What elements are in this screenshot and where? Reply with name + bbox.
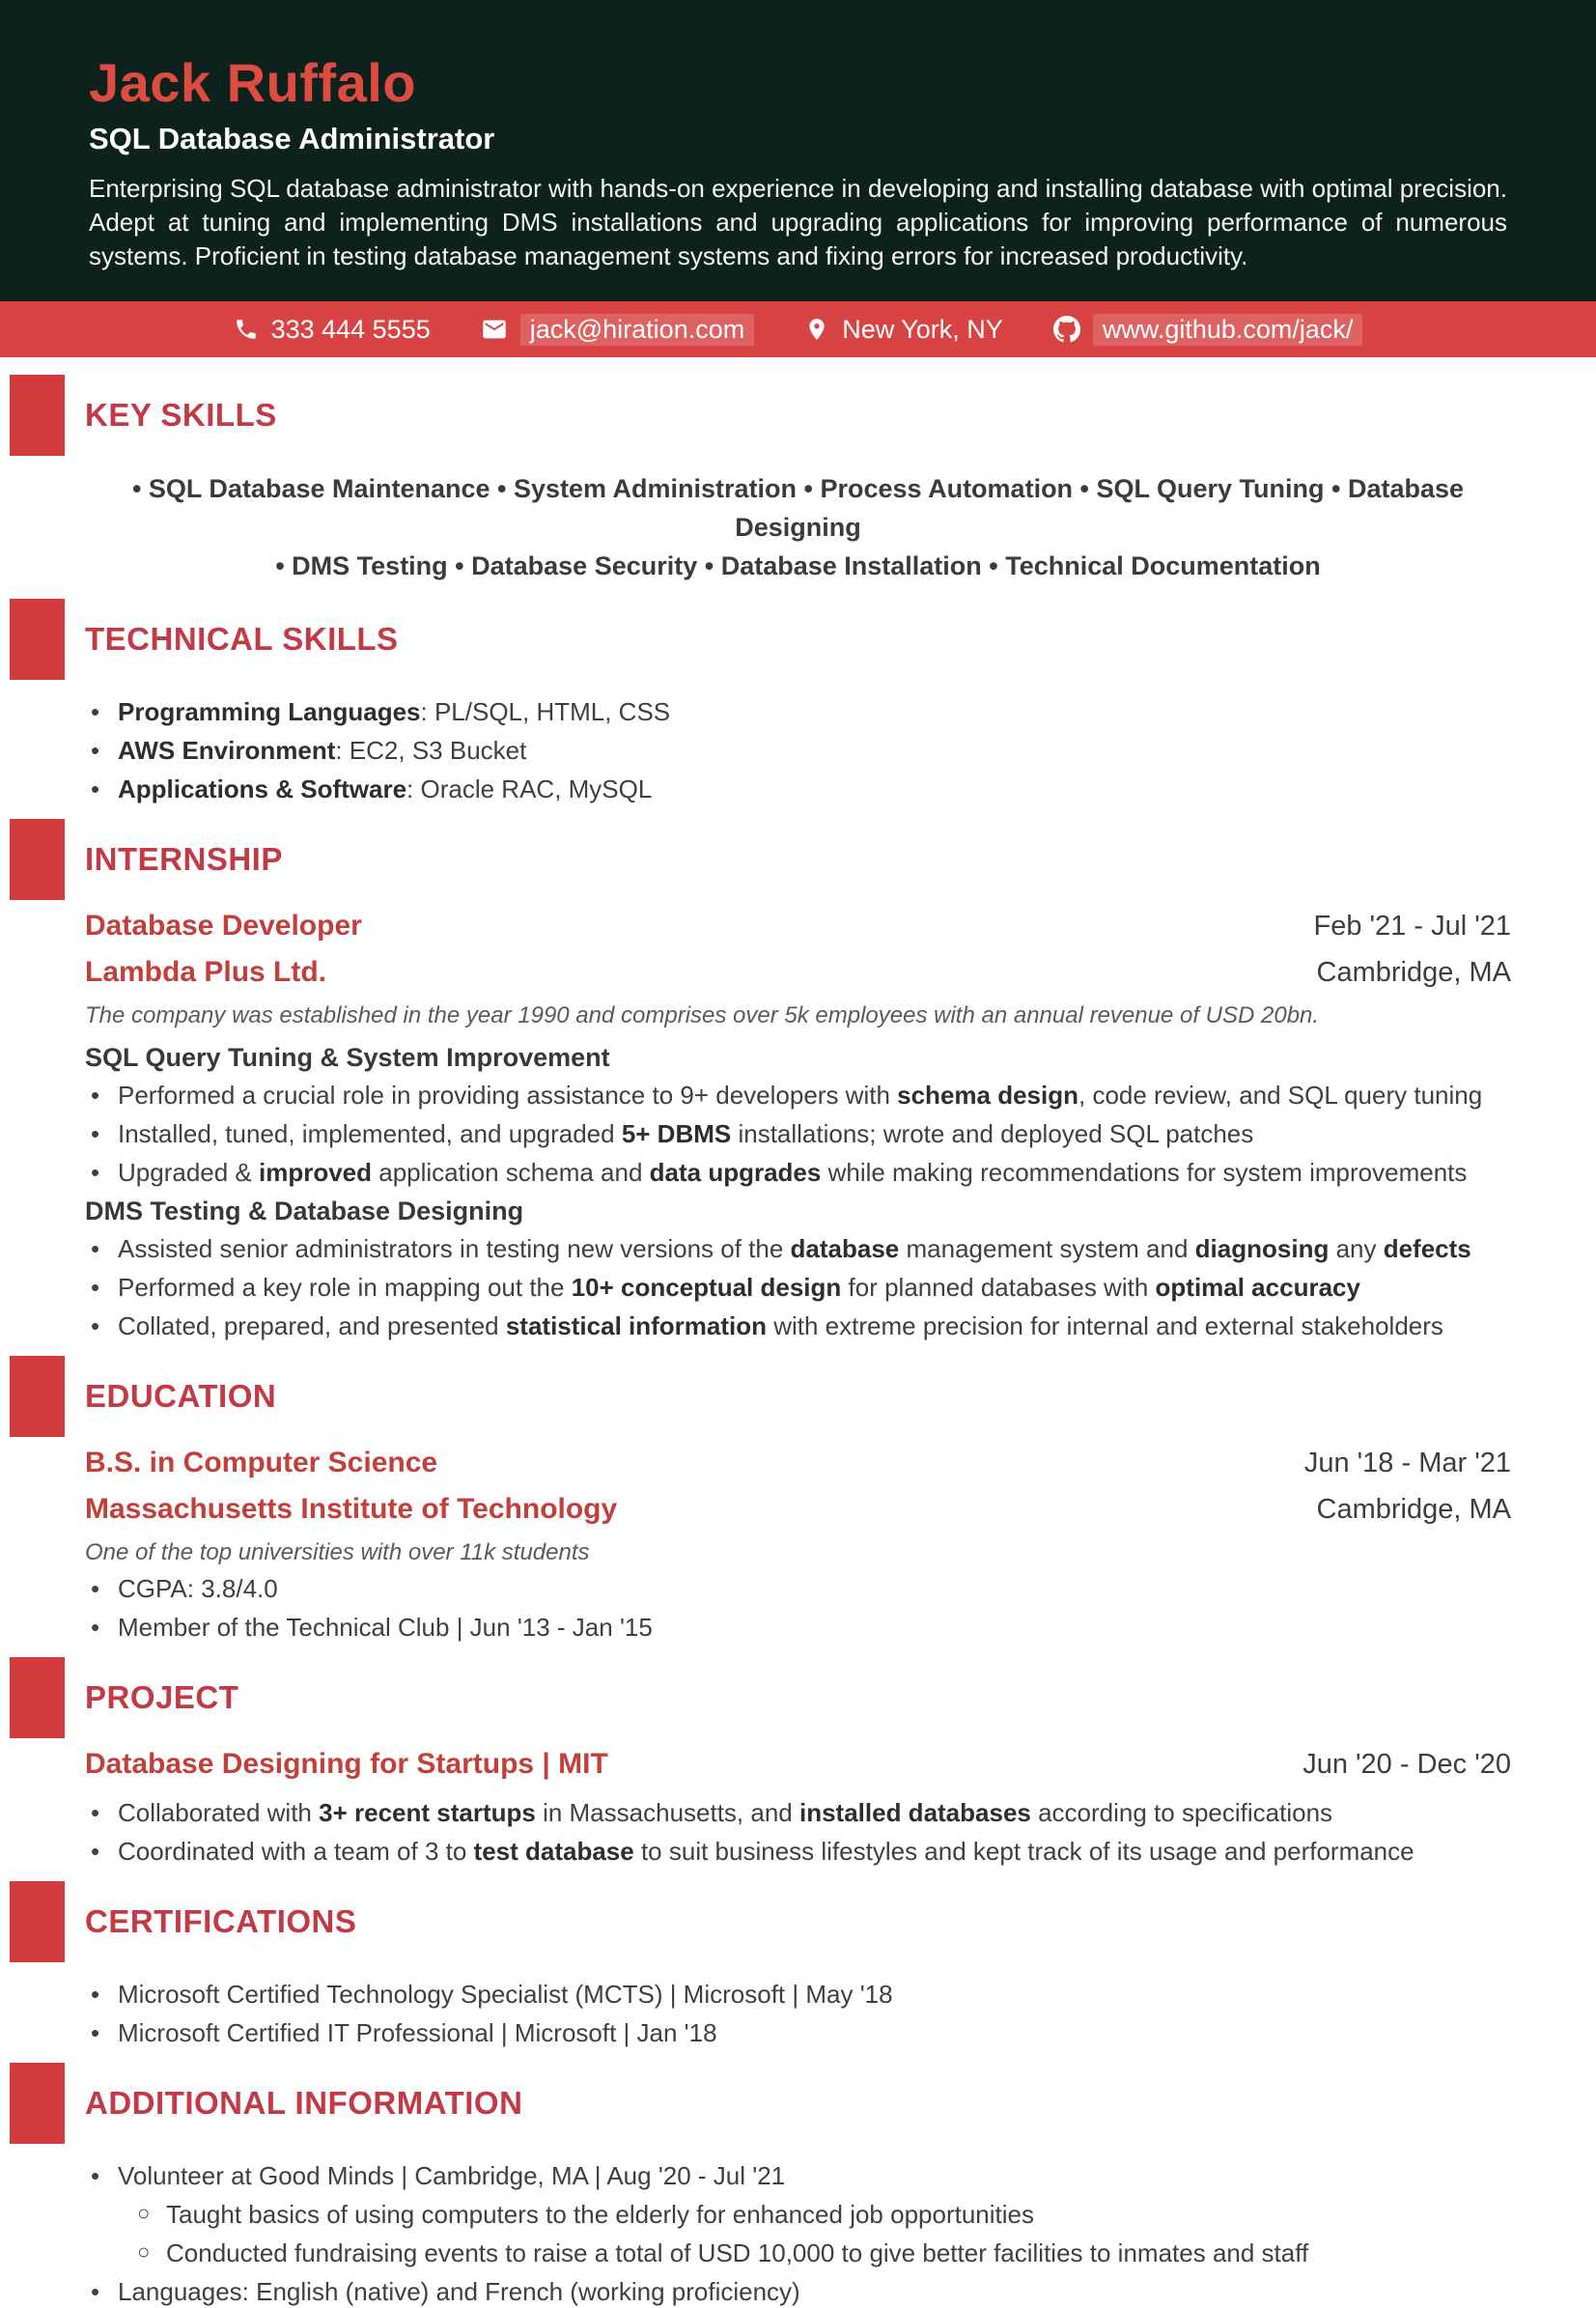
list-item: • AWS Environment: EC2, S3 Bucket bbox=[85, 734, 1511, 767]
internship-group-title: DMS Testing & Database Designing bbox=[85, 1196, 524, 1225]
project-title: Database Designing for Startups | MIT bbox=[85, 1748, 608, 1780]
project-dates: Jun '20 - Dec '20 bbox=[1302, 1749, 1511, 1780]
section-accent-block bbox=[10, 599, 65, 680]
internship-role: Database Developer bbox=[85, 910, 362, 942]
key-skills-line-1: • SQL Database Maintenance • System Administration • Process Automation • SQL Query Tuning • Database Designing bbox=[131, 474, 1465, 542]
phone-icon bbox=[234, 317, 259, 342]
section-heading-additional-information: ADDITIONAL INFORMATION bbox=[85, 2085, 523, 2121]
list-item: • Coordinated with a team of 3 to test database to suit business lifestyles and kept track of its usage and performance bbox=[85, 1835, 1511, 1868]
project-title-row bbox=[85, 1748, 1511, 1781]
profile-summary: Enterprising SQL database administrator with hands-on experience in developing and installing database with optimal precision. Adept at tuning and implementing DMS installations and upgrading applications for improving performance of numerous systems. Proficient in testing database management systems and fixing errors for increased productivity. bbox=[89, 174, 1507, 271]
section-header bbox=[85, 1657, 1511, 1738]
list-item: • Collated, prepared, and presented statistical information with extreme precision for internal and external stakeholders bbox=[85, 1309, 1511, 1342]
list-item: • Upgraded & improved application schema and data upgrades while making recommendations for system improvements bbox=[85, 1156, 1511, 1189]
internship-location: Cambridge, MA bbox=[1316, 957, 1511, 988]
list-item: • Member of the Technical Club | Jun '13 - Jan '15 bbox=[85, 1611, 1511, 1644]
list-item bbox=[85, 2275, 1511, 2308]
list-item: • Performed a crucial role in providing assistance to 9+ developers with schema design, code review, and SQL query tuning bbox=[85, 1079, 1511, 1112]
job-title: SQL Database Administrator bbox=[89, 122, 495, 156]
section-header bbox=[85, 599, 1511, 680]
section-heading-technical-skills: TECHNICAL SKILLS bbox=[85, 621, 399, 657]
section-accent-block bbox=[10, 375, 65, 456]
section-accent-block bbox=[10, 1881, 65, 1962]
internship-group-bullets bbox=[85, 1079, 1511, 1189]
section-header bbox=[85, 819, 1511, 900]
section-education bbox=[85, 1356, 1511, 1644]
education-bullets bbox=[85, 1572, 1511, 1644]
certifications-bullets bbox=[85, 1978, 1511, 2049]
internship-group-title: SQL Query Tuning & System Improvement bbox=[85, 1043, 610, 1072]
section-header bbox=[85, 2063, 1511, 2144]
candidate-name: Jack Ruffalo bbox=[89, 52, 416, 113]
list-item: • Assisted senior administrators in testing new versions of the database management system and diagnosing any defects bbox=[85, 1232, 1511, 1265]
contact-phone bbox=[234, 315, 431, 345]
education-degree-row bbox=[85, 1447, 1511, 1479]
section-key-skills bbox=[85, 375, 1511, 585]
section-accent-block bbox=[10, 819, 65, 900]
github-icon bbox=[1053, 316, 1080, 343]
section-heading-certifications: CERTIFICATIONS bbox=[85, 1903, 357, 1939]
education-degree: B.S. in Computer Science bbox=[85, 1447, 438, 1478]
list-item: • CGPA: 3.8/4.0 bbox=[85, 1572, 1511, 1605]
sub-list-item: ○ Conducted fundraising events to raise a total of USD 10,000 to give better facilities to inmates and staff bbox=[131, 2237, 1511, 2269]
contact-website[interactable] bbox=[1053, 314, 1363, 346]
list-item: • Applications & Software: Oracle RAC, MySQL bbox=[85, 773, 1511, 805]
section-internship bbox=[85, 819, 1511, 1342]
section-accent-block bbox=[10, 1657, 65, 1738]
section-accent-block bbox=[10, 1356, 65, 1437]
additional-item-text: Volunteer at Good Minds | Cambridge, MA | Aug '20 - Jul '21 bbox=[118, 2161, 786, 2190]
internship-role-row bbox=[85, 910, 1511, 943]
education-school-row bbox=[85, 1493, 1511, 1526]
resume-body bbox=[0, 375, 1596, 2308]
internship-dates: Feb '21 - Jul '21 bbox=[1313, 911, 1511, 942]
website-url[interactable]: www.github.com/jack/ bbox=[1093, 314, 1363, 346]
contact-location bbox=[804, 315, 1003, 345]
additional-info-list bbox=[85, 2159, 1511, 2308]
list-item: • Performed a key role in mapping out the 10+ conceptual design for planned databases with optimal accuracy bbox=[85, 1271, 1511, 1304]
internship-group-bullets bbox=[85, 1232, 1511, 1342]
additional-item-text: Languages: English (native) and French (working proficiency) bbox=[118, 2277, 800, 2306]
key-skills-line-2: • DMS Testing • Database Security • Database Installation • Technical Documentation bbox=[275, 551, 1321, 580]
technical-skills-list bbox=[85, 695, 1511, 805]
list-item: • Microsoft Certified Technology Specialist (MCTS) | Microsoft | May '18 bbox=[85, 1978, 1511, 2011]
education-note: One of the top universities with over 11k students bbox=[85, 1539, 590, 1565]
contact-email[interactable] bbox=[481, 314, 755, 346]
section-project bbox=[85, 1657, 1511, 1868]
section-heading-project: PROJECT bbox=[85, 1679, 239, 1715]
section-heading-internship: INTERNSHIP bbox=[85, 841, 283, 877]
email-address[interactable]: jack@hiration.com bbox=[520, 314, 755, 346]
sub-list-item: ○ Taught basics of using computers to the elderly for enhanced job opportunities bbox=[131, 2198, 1511, 2231]
phone-number: 333 444 5555 bbox=[270, 314, 431, 344]
section-heading-education: EDUCATION bbox=[85, 1378, 277, 1414]
additional-sub-list bbox=[118, 2198, 1511, 2269]
internship-company: Lambda Plus Ltd. bbox=[85, 956, 327, 988]
internship-company-row bbox=[85, 956, 1511, 989]
section-certifications bbox=[85, 1881, 1511, 2049]
contact-bar bbox=[0, 301, 1596, 357]
section-header bbox=[85, 375, 1511, 456]
list-item: • Microsoft Certified IT Professional | Microsoft | Jan '18 bbox=[85, 2016, 1511, 2049]
section-accent-block bbox=[10, 2063, 65, 2144]
education-dates: Jun '18 - Mar '21 bbox=[1303, 1448, 1511, 1478]
list-item: • Collaborated with 3+ recent startups in Massachusetts, and installed databases according to specifications bbox=[85, 1796, 1511, 1829]
location-text: New York, NY bbox=[842, 314, 1003, 344]
section-technical-skills bbox=[85, 599, 1511, 805]
education-school: Massachusetts Institute of Technology bbox=[85, 1493, 618, 1525]
envelope-icon bbox=[481, 316, 508, 343]
education-location: Cambridge, MA bbox=[1316, 1494, 1511, 1525]
location-pin-icon bbox=[804, 317, 829, 342]
section-header bbox=[85, 1356, 1511, 1437]
company-note: The company was established in the year 1990 and comprises over 5k employees with an annual revenue of USD 20bn. bbox=[85, 1002, 1320, 1028]
list-item: • Installed, tuned, implemented, and upgraded 5+ DBMS installations; wrote and deployed SQL patches bbox=[85, 1117, 1511, 1150]
section-additional-information bbox=[85, 2063, 1511, 2308]
section-heading-key-skills: KEY SKILLS bbox=[85, 397, 277, 433]
project-bullets bbox=[85, 1796, 1511, 1868]
header bbox=[0, 0, 1596, 301]
list-item: • Programming Languages: PL/SQL, HTML, CSS bbox=[85, 695, 1511, 728]
list-item bbox=[85, 2159, 1511, 2269]
section-header bbox=[85, 1881, 1511, 1962]
